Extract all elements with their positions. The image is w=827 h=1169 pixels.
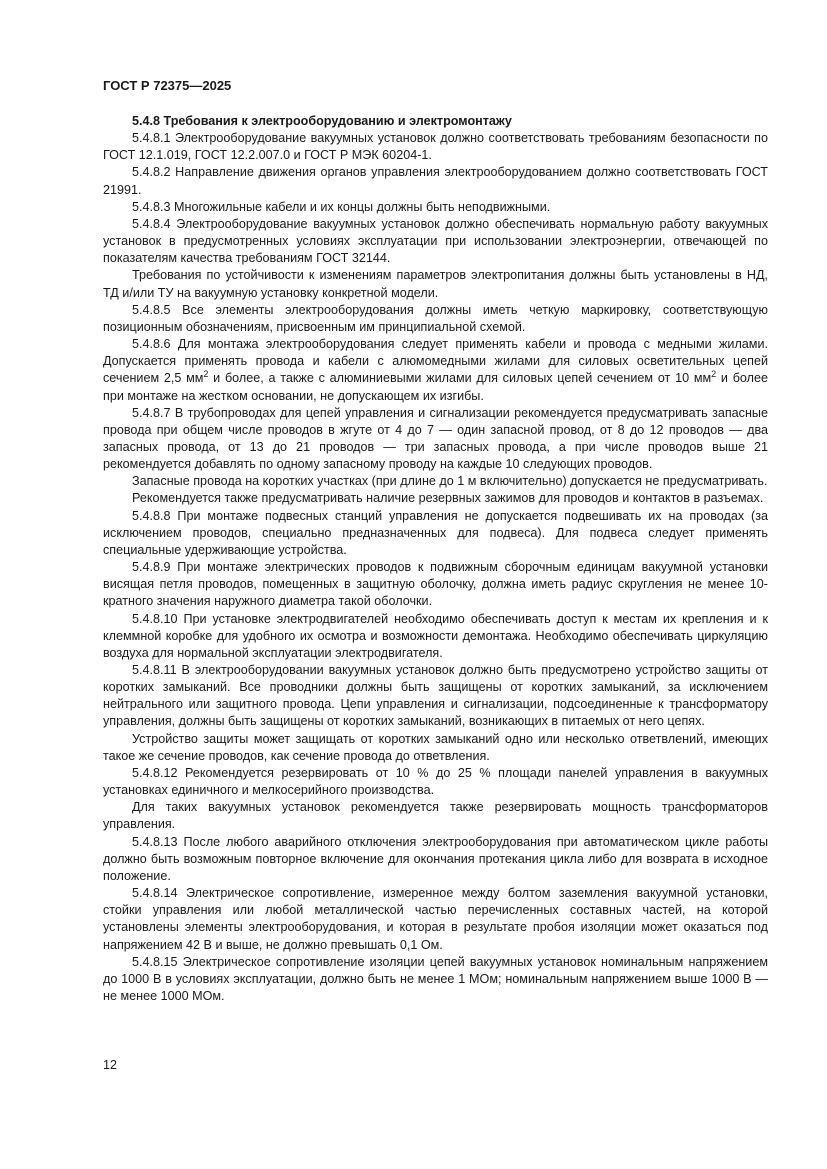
paragraph: 5.4.8.9 При монтаже электрических проводов к подвижным сборочным единицам вакуумной установки висящая петля проводов, помещенных в защитную оболочку, должна иметь радиус скругления не менее 10-кратного значения наружного диаметра такой оболочки.: [103, 560, 768, 609]
paragraph: Запасные провода на коротких участках (при длине до 1 м включительно) допускается не предусматривать.: [132, 474, 768, 489]
page-body: [103, 113, 768, 1005]
paragraph: 5.4.8.5 Все элементы электрооборудования должны иметь четкую маркировку, соответствующую позиционным обозначениям, присвоенным им принципиальной схемой.: [103, 302, 768, 334]
paragraph: 5.4.8.12 Рекомендуется резервировать от 10 % до 25 % площади панелей управления в вакуумных установках единичного и мелкосерийного производства.: [103, 765, 768, 798]
superscript: 2: [203, 369, 209, 380]
paragraph: Устройство защиты может защищать от коротких замыканий одно или несколько ответвлений, имеющих такое же сечение проводов, как сечение провода до ответвления.: [103, 731, 768, 763]
paragraph: 5.4.8.3 Многожильные кабели и их концы должны быть неподвижными.: [132, 199, 551, 214]
paragraph-5486: [103, 336, 768, 405]
document-code-header: ГОСТ Р 72375—2025: [103, 78, 232, 93]
text-segment: 5.4.8.6 Для монтажа электрооборудования следует применять кабели и провода с медными жилами. Допускается применять провода и кабели с алюмомедными жилами для силовых осветительных цепей сечением 2,5 мм: [103, 337, 768, 386]
paragraph: 5.4.8.13 После любого аварийного отключения электрооборудования при автоматическом цикле работы должно быть возможным повторное включение для окончания протекания цикла либо для возврата в исходное положение.: [103, 834, 768, 883]
paragraph: 5.4.8.10 При установке электродвигателей необходимо обеспечивать доступ к местам их крепления и к клеммной коробке для удобного их осмотра и возможности демонтажа. Необходимо обеспечивать циркуляцию воздуха для нормальной эксплуатации электродвигателя.: [103, 611, 768, 660]
paragraph: 5.4.8.2 Направление движения органов управления электрооборудованием должно соответствовать ГОСТ 21991.: [103, 165, 768, 197]
paragraph: 5.4.8.11 В электрооборудовании вакуумных установок должно быть предусмотрено устройство защиты от коротких замыканий. Все проводники должны быть защищены от коротких замыканий, за исключением нейтрального или защитного провода. Цепи управления и сигнализации, подсоединенные к трансформатору управления, должны быть защищены от коротких замыканий, возникающих в питаемых от него цепях.: [103, 663, 768, 729]
text-segment: и более, а также с алюминиевыми жилами для силовых цепей сечением от 10 мм: [208, 371, 712, 386]
paragraph: Рекомендуется также предусматривать наличие резервных зажимов для проводов и контактов в разъемах.: [132, 491, 764, 506]
page-number: 12: [103, 1058, 118, 1072]
paragraph: 5.4.8.7 В трубопроводах для цепей управления и сигнализации рекомендуется предусматривать запасные провода при общем числе проводов в жгуте от 4 до 7 — один запасной провод, от 8 до 12 проводов — два запасных провода, от 13 до 21 проводов — три запасных провода, а при числе проводов выше 21 рекомендуется добавлять по одному запасному проводу на каждые 10 следующих проводов.: [103, 405, 768, 472]
text-segment: и более при монтаже на жестком основании, не допускающем их изгибы.: [103, 371, 768, 403]
paragraph: 5.4.8.4 Электрооборудование вакуумных установок должно обеспечивать нормальную работу вакуумных установок в предусмотренных условиях эксплуатации при использовании электроэнергии, отвечающей по показателям качества требованиям ГОСТ 32144.: [103, 216, 768, 266]
superscript: 2: [711, 369, 717, 380]
paragraph: 5.4.8.14 Электрическое сопротивление, измеренное между болтом заземления вакуумной установки, стойки управления или любой металлической частью перечисленных составных частей, на которой установлены элементы электрооборудования, и которая в результате пробоя изоляции может оказаться под напряжением 42 В и выше, не должно превышать 0,1 Ом.: [103, 886, 768, 952]
paragraph: Требования по устойчивости к изменениям параметров электропитания должны быть установлены в НД, ТД и/или ТУ на вакуумную установку конкретной модели.: [103, 268, 768, 300]
section-heading: 5.4.8 Требования к электрооборудованию и электромонтажу: [132, 114, 512, 128]
paragraph: Для таких вакуумных установок рекомендуется также резервировать мощность трансформаторов управления.: [103, 800, 768, 832]
paragraph: 5.4.8.8 При монтаже подвесных станций управления не допускается подвешивать их на проводах (за исключением проводов, специально предназначенных для подвеса). Для подвеса следует применять специальные удерживающие устройства.: [103, 508, 768, 557]
paragraph: 5.4.8.15 Электрическое сопротивление изоляции цепей вакуумных установок номинальным напряжением до 1000 В в условиях эксплуатации, должно быть не менее 1 МОм; номинальным напряжением выше 1000 В — не менее 1000 МОм.: [103, 954, 768, 1003]
paragraph: 5.4.8.1 Электрооборудование вакуумных установок должно соответствовать требованиям безопасности по ГОСТ 12.1.019, ГОСТ 12.2.007.0 и ГОСТ Р МЭК 60204-1.: [103, 131, 768, 163]
